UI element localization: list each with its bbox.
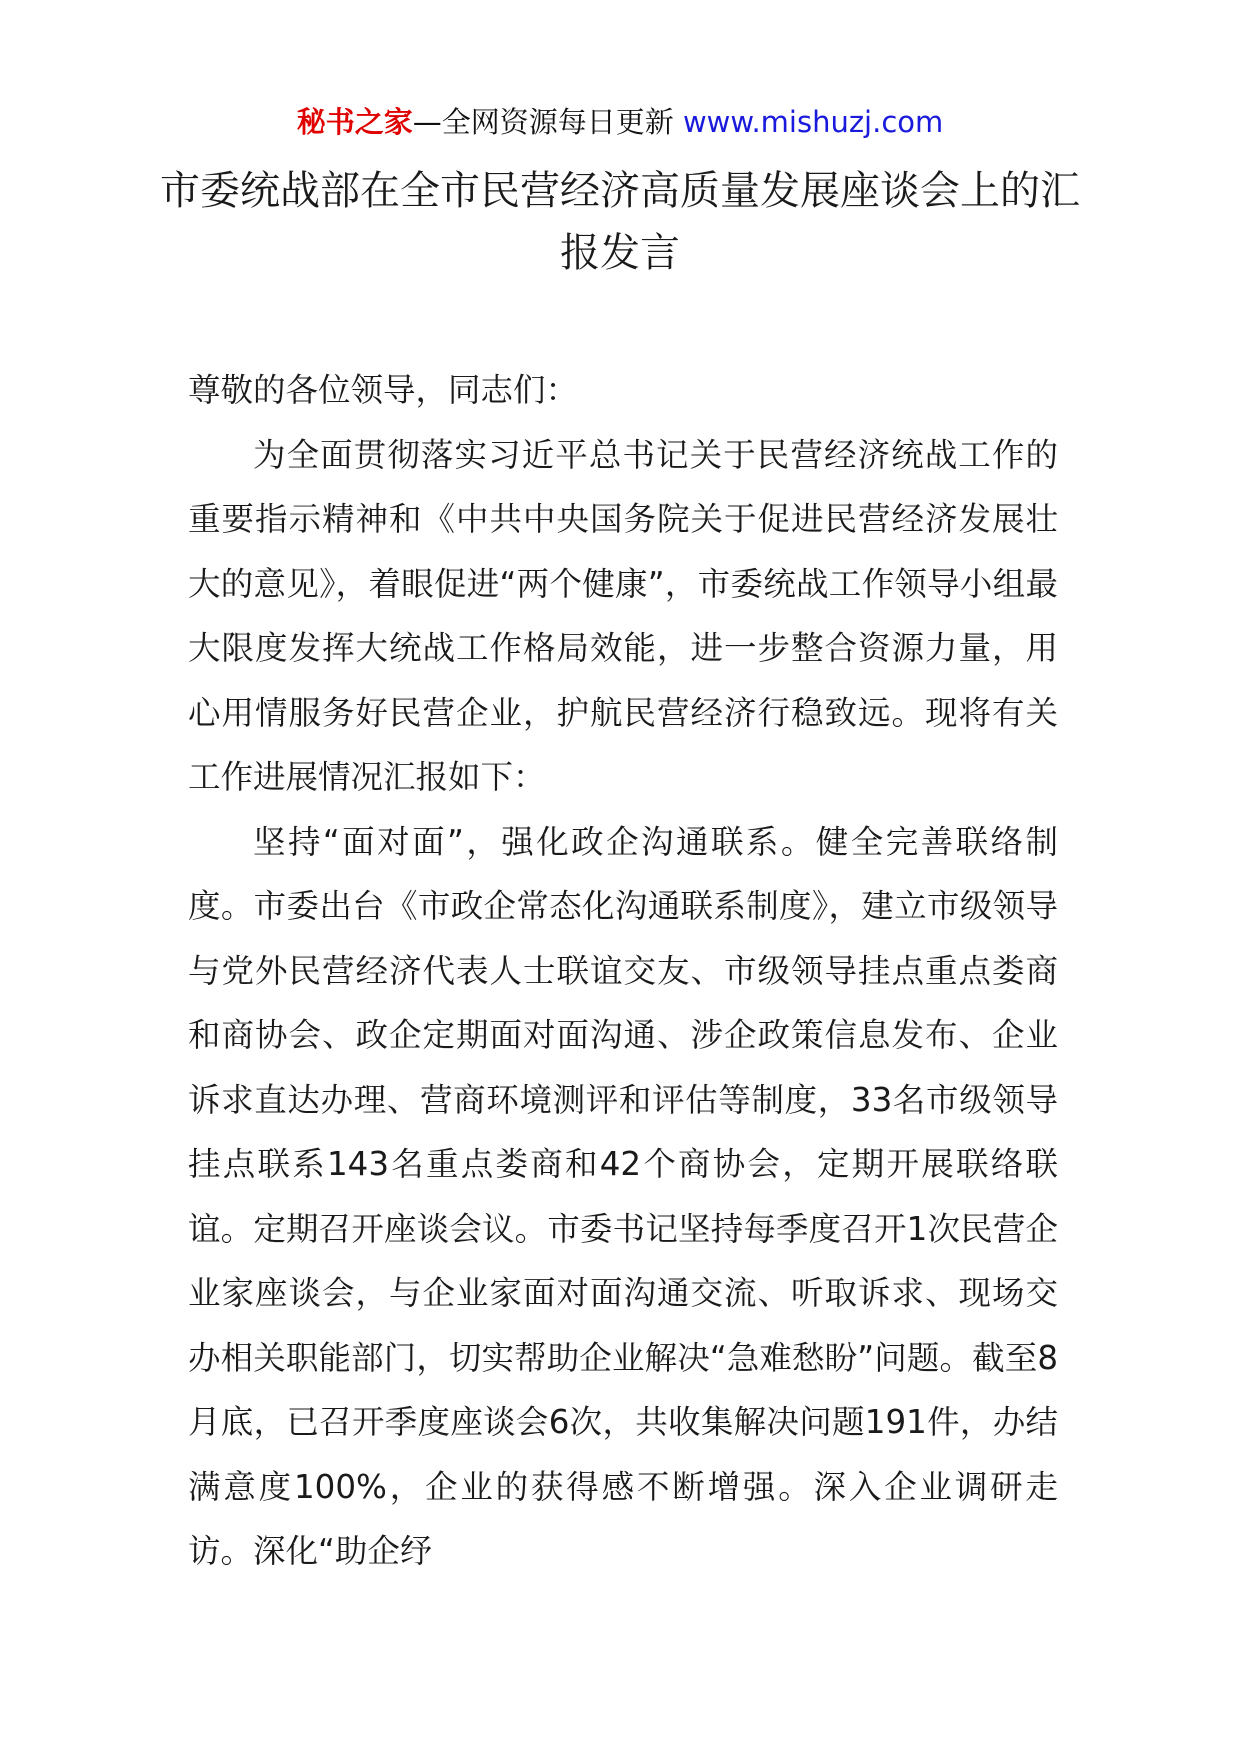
paragraph-communication: 坚持“面对面”，强化政企沟通联系。健全完善联络制度。市委出台《市政企常态化沟通联系制度》，建立市级领导与党外民营经济代表人士联谊交友、市级领导挂点重点娄商和商协会、政企定期面对面沟通、涉企政策信息发布、企业诉求直达办理、营商环境测评和评估等制度，33名市级领导挂点联系143名重点娄商和42个商协会，定期开展联络联谊。定期召开座谈会议。市委书记坚持每季度召开1次民营企业家座谈会，与企业家面对面沟通交流、听取诉求、现场交办相关职能部门，切实帮助企业解决“急难愁盼”问题。截至8月底，已召开季度座谈会6次，共收集解决问题191件，办结满意度100%，企业的获得感不断增强。深入企业调研走访。深化“助企纾 [188, 822, 1058, 1570]
website-link[interactable]: www.mishuzj.com [682, 105, 944, 139]
brand-name: 秘书之家 [296, 105, 413, 139]
salutation: 尊敬的各位领导，同志们： [188, 371, 579, 409]
header-tagline: —全网资源每日更新 [412, 105, 683, 139]
document-title: 市委统战部在全市民营经济高质量发展座谈会上的汇报发言 [160, 168, 1080, 276]
site-header [0, 100, 1240, 144]
paragraph-intro: 为全面贯彻落实习近平总书记关于民营经济统战工作的重要指示精神和《中共中央国务院关于促进民营经济发展壮大的意见》，着眼促进“两个健康”，市委统战工作领导小组最大限度发挥大统战工作格局效能，进一步整合资源力量，用心用情服务好民营企业，护航民营经济行稳致远。现将有关工作进展情况汇报如下： [188, 435, 1058, 796]
document-body [188, 358, 1058, 1584]
